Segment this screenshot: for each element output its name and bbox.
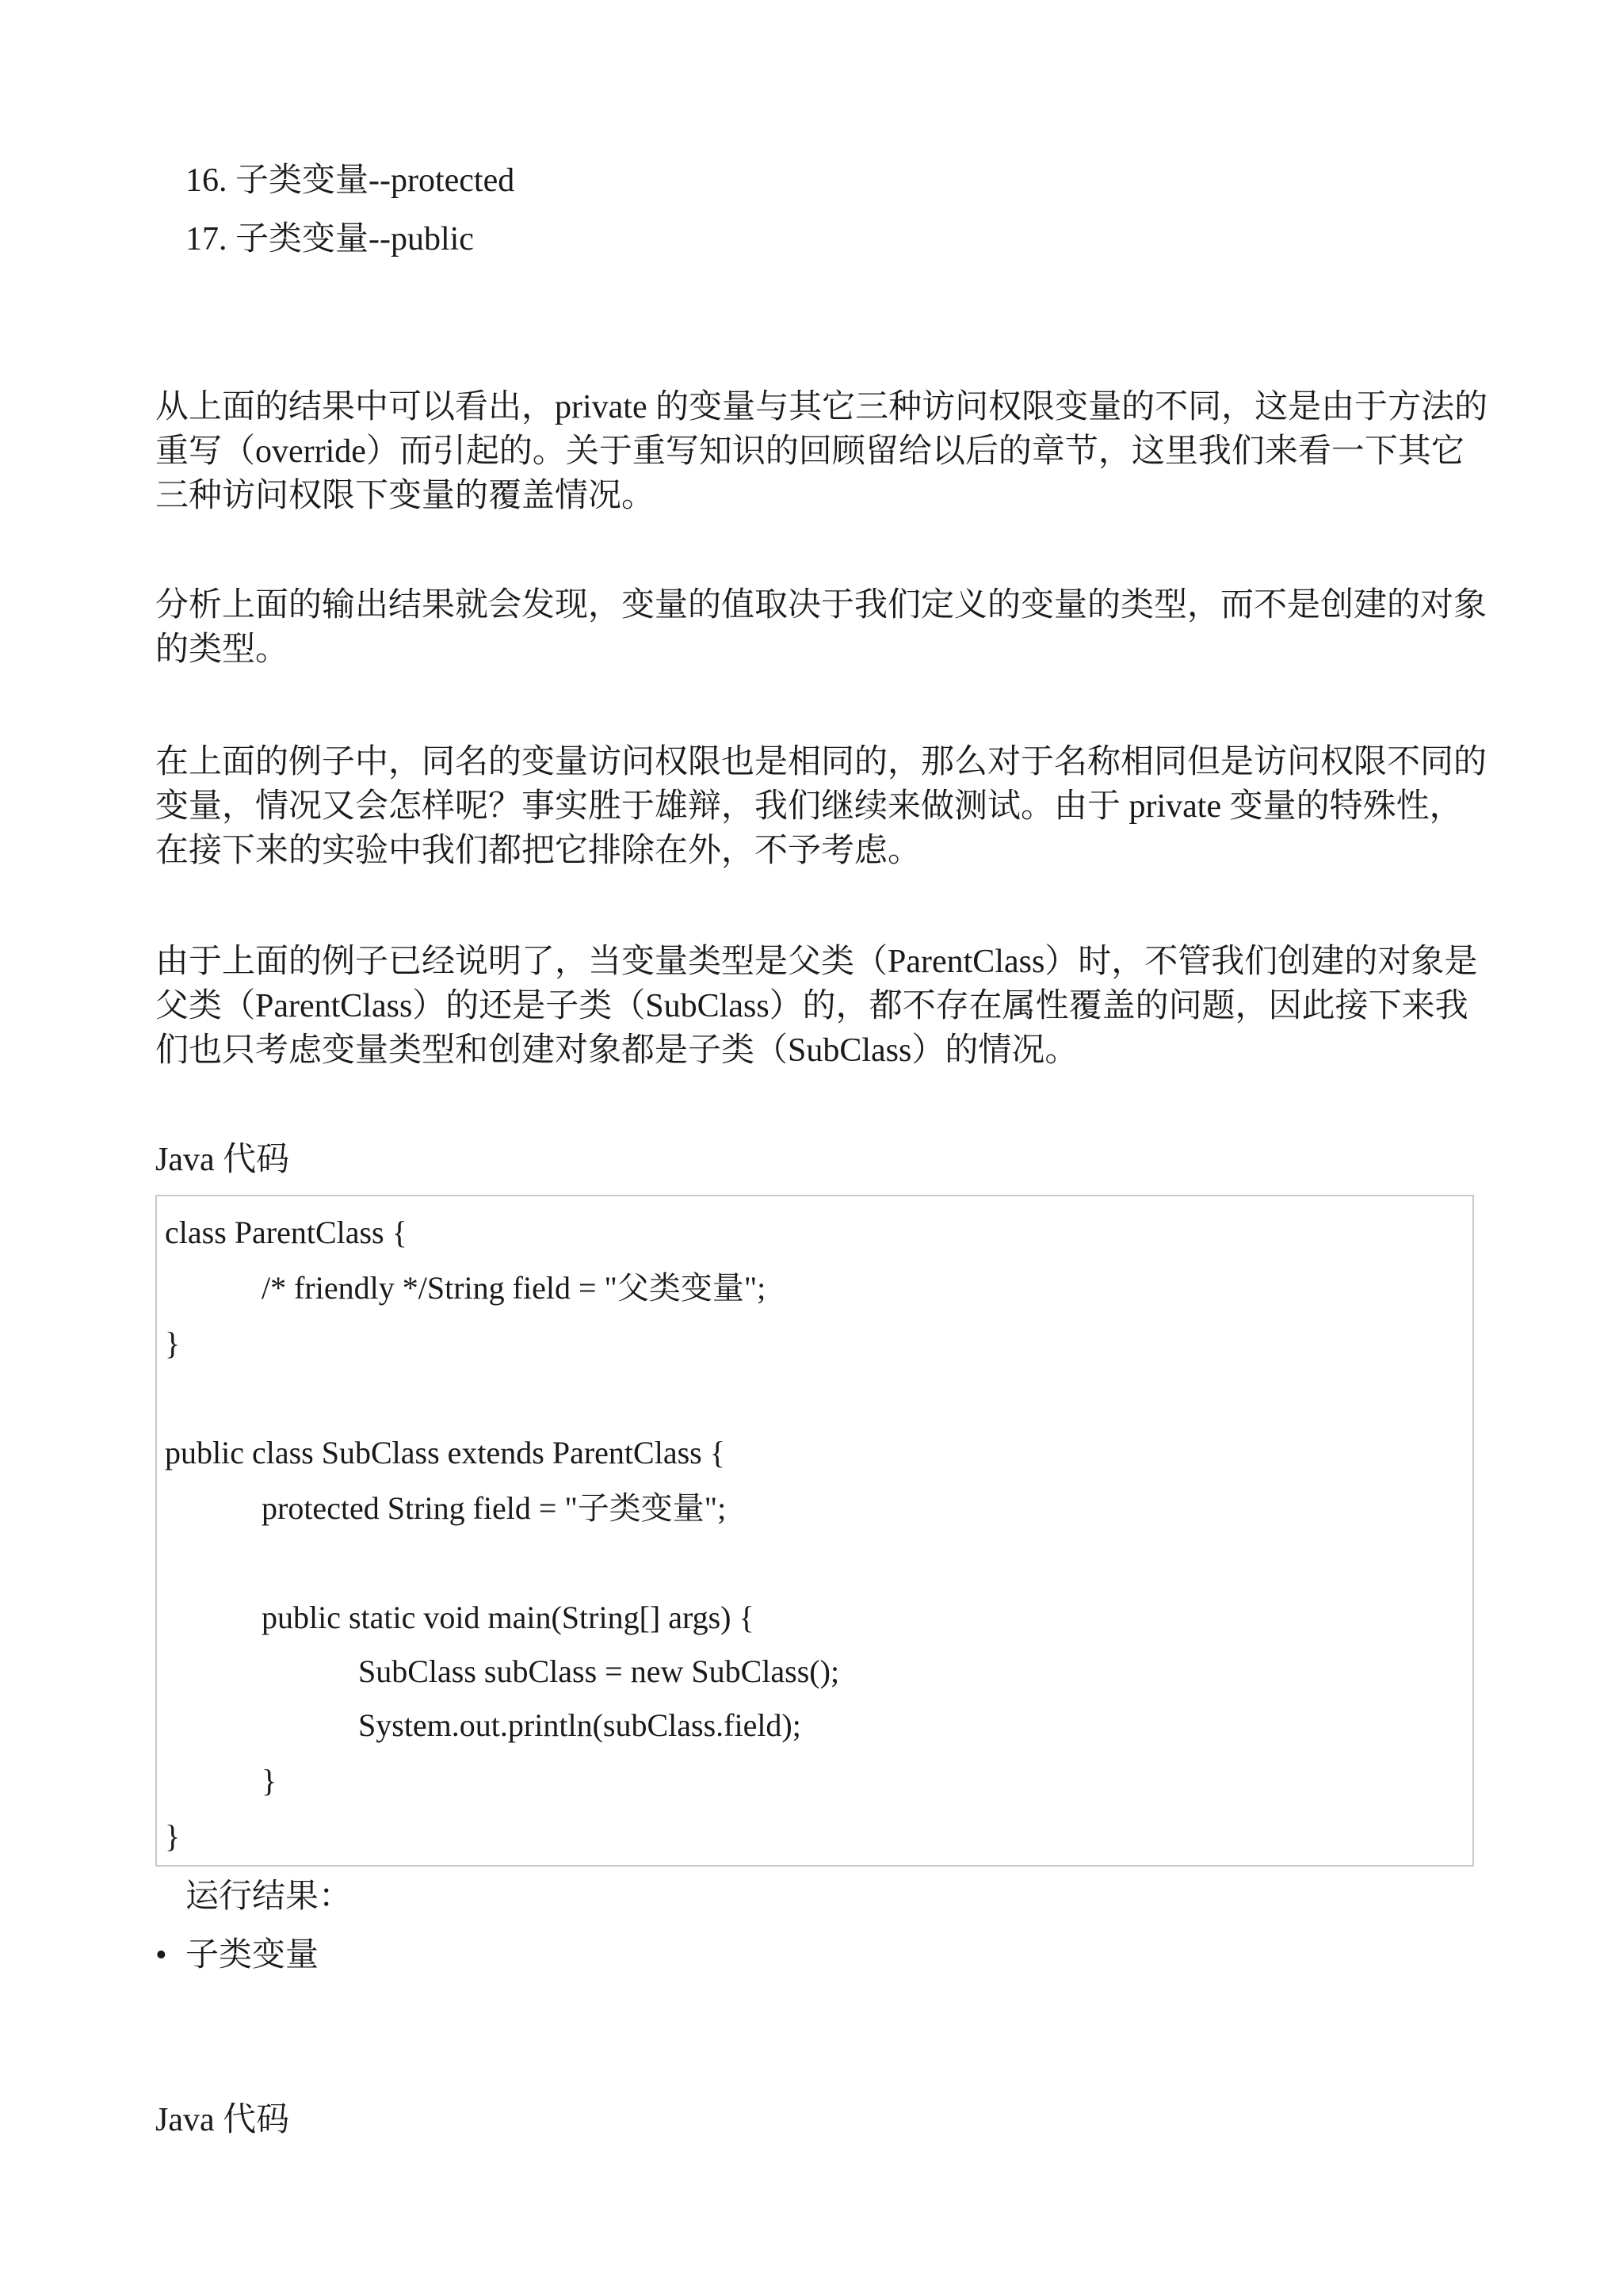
code-caption: Java 代码	[155, 2102, 290, 2138]
code-line: SubClass subClass = new SubClass();	[358, 1653, 840, 1689]
code-line: }	[165, 1325, 181, 1361]
paragraph-line: 三种访问权限下变量的覆盖情况。	[155, 478, 655, 514]
paragraph	[155, 583, 1487, 672]
bullet-icon: •	[155, 1937, 167, 1974]
code-line: public static void main(String[] args) {	[262, 1600, 754, 1635]
code-line: public class SubClass extends ParentClass {	[165, 1435, 725, 1470]
paragraph-line: 在接下来的实验中我们都把它排除在外，不予考虑。	[155, 833, 922, 869]
code-line: /* friendly */String field = "父类变量";	[262, 1270, 766, 1306]
paragraph-line: 在上面的例子中，同名的变量访问权限也是相同的，那么对于名称相同但是访问权限不同的	[155, 744, 1487, 780]
paragraph	[155, 940, 1487, 1073]
result-value: 子类变量	[185, 1937, 319, 1974]
paragraph-line: 变量，情况又会怎样呢？事实胜于雄辩，我们继续来做测试。由于 private 变量的特殊性，	[155, 788, 1463, 825]
paragraph	[155, 740, 1487, 873]
paragraph-line: 们也只考虑变量类型和创建对象都是子类（SubClass）的情况。	[155, 1032, 1079, 1069]
paragraph	[155, 385, 1487, 518]
list-item: 16. 子类变量--protected	[185, 162, 515, 199]
paragraph-line: 重写（override）而引起的。关于重写知识的回顾留给以后的章节，这里我们来看一下其它	[155, 433, 1465, 470]
result-list-item	[155, 1933, 319, 1978]
code-caption: Java 代码	[155, 1142, 290, 1178]
list-item: 17. 子类变量--public	[185, 221, 474, 257]
code-line: protected String field = "子类变量";	[262, 1490, 727, 1526]
code-line: }	[165, 1818, 181, 1854]
code-line: }	[262, 1763, 277, 1798]
paragraph-line: 的类型。	[155, 631, 289, 668]
code-line: System.out.println(subClass.field);	[358, 1707, 801, 1743]
result-label: 运行结果：	[185, 1878, 353, 1915]
paragraph-line: 由于上面的例子已经说明了，当变量类型是父类（ParentClass）时，不管我们创建的对象是	[155, 944, 1478, 980]
code-block	[155, 1195, 1474, 1867]
paragraph-line: 分析上面的输出结果就会发现，变量的值取决于我们定义的变量的类型，而不是创建的对象	[155, 587, 1487, 624]
paragraph-line: 父类（ParentClass）的还是子类（SubClass）的，都不存在属性覆盖的问题，因此接下来我	[155, 988, 1468, 1024]
code-line: class ParentClass {	[165, 1215, 407, 1250]
paragraph-line: 从上面的结果中可以看出，private 的变量与其它三种访问权限变量的不同，这是由于方法的	[155, 389, 1488, 425]
